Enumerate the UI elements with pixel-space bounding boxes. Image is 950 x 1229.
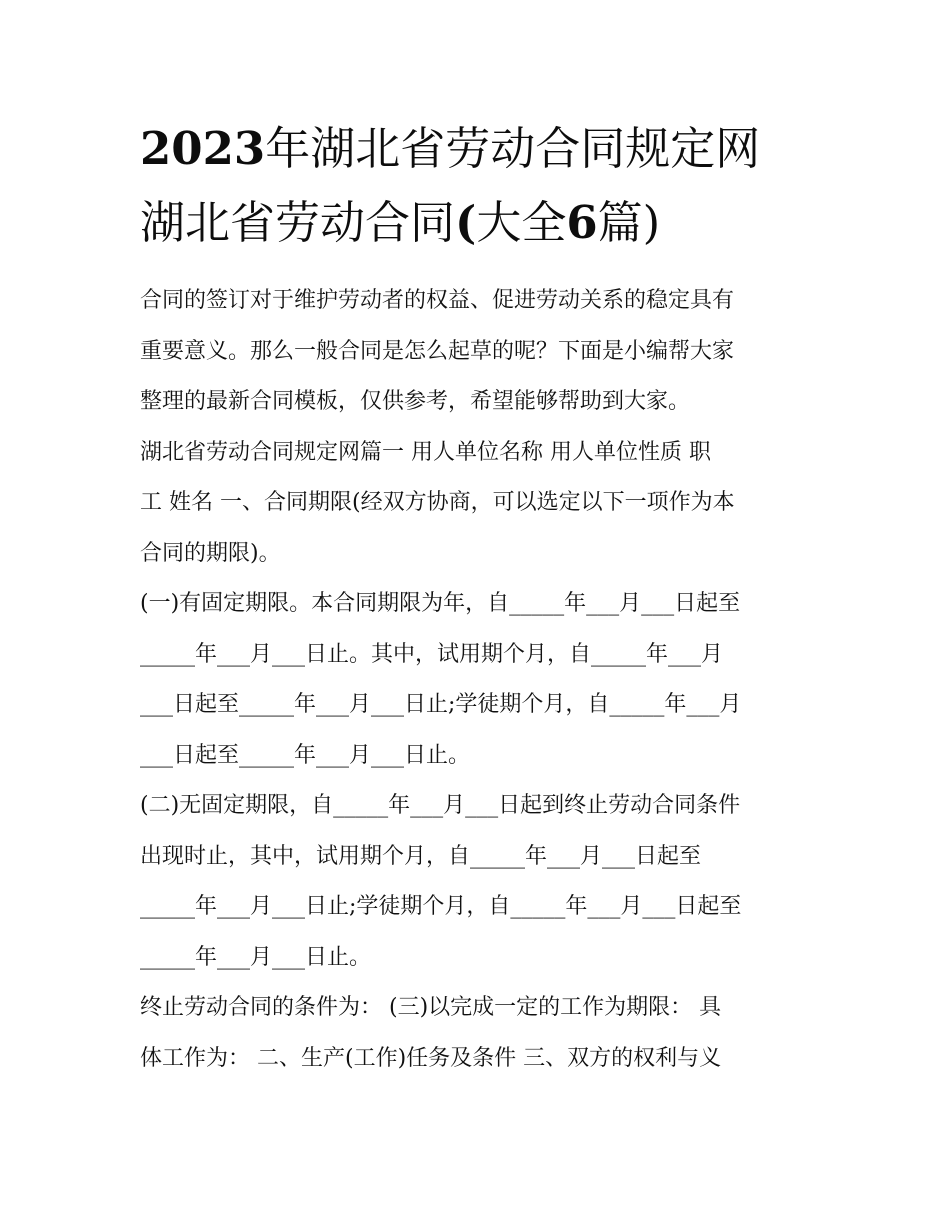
text-line: (一)有固定期限。本合同期限为年，自_____年___月___日起至 (140, 591, 741, 616)
text-line: ___日起至_____年___月___日止;学徒期个月，自_____年___月 (140, 692, 742, 717)
text-line: _____年___月___日止。其中，试用期个月，自_____年___月 (140, 641, 724, 667)
text-line: ___日起至_____年___月___日止。 (140, 742, 471, 768)
title-text: 年湖北省劳动合同规定网 (265, 122, 761, 175)
text-line: 工 姓名 一、合同期限(经双方协商，可以选定以下一项作为本 (140, 490, 735, 515)
title-text: 大全 (476, 196, 567, 249)
text-line: 整理的最新合同模板，仅供参考，希望能够帮助到大家。 (140, 389, 691, 414)
title-count: 6 (566, 196, 598, 249)
text-line: 终止劳动合同的条件为： (三)以完成一定的工作为期限： 具 (140, 995, 722, 1020)
paragraph-termination (140, 983, 820, 1084)
text-line: 合同的期限)。 (140, 540, 281, 566)
document-title (140, 112, 830, 260)
title-text: 湖北省劳动合同 (140, 196, 456, 249)
title-paren: ( (455, 196, 477, 249)
title-text: 篇) (597, 196, 661, 249)
text-line: (二)无固定期限，自_____年___月___日起到终止劳动合同条件 (140, 793, 741, 818)
text-line: 重要意义。那么一般合同是怎么起草的呢？下面是小编帮大家 (140, 338, 735, 364)
title-year: 2023 (140, 122, 266, 175)
title-line-1 (140, 112, 830, 186)
text-line: 体工作为： 二、生产(工作)任务及条件 三、双方的权利与义 (140, 1045, 722, 1071)
text-line: 出现时止，其中，试用期个月，自_____年___月___日起至 (140, 843, 702, 869)
paragraph-intro (140, 276, 820, 428)
title-line-2 (140, 186, 830, 260)
text-line: _____年___月___日止。 (140, 944, 372, 970)
document-body (140, 276, 820, 1084)
text-line: 合同的签订对于维护劳动者的权益、促进劳动关系的稳定具有 (140, 288, 735, 313)
text-line: 湖北省劳动合同规定网篇一 用人单位名称 用人单位性质 职 (140, 439, 711, 465)
paragraph-fixed-term (140, 579, 820, 781)
paragraph-contract-header (140, 428, 820, 580)
text-line: _____年___月___日止;学徒期个月，自_____年___月___日起至 (140, 894, 742, 919)
paragraph-open-term (140, 781, 820, 983)
